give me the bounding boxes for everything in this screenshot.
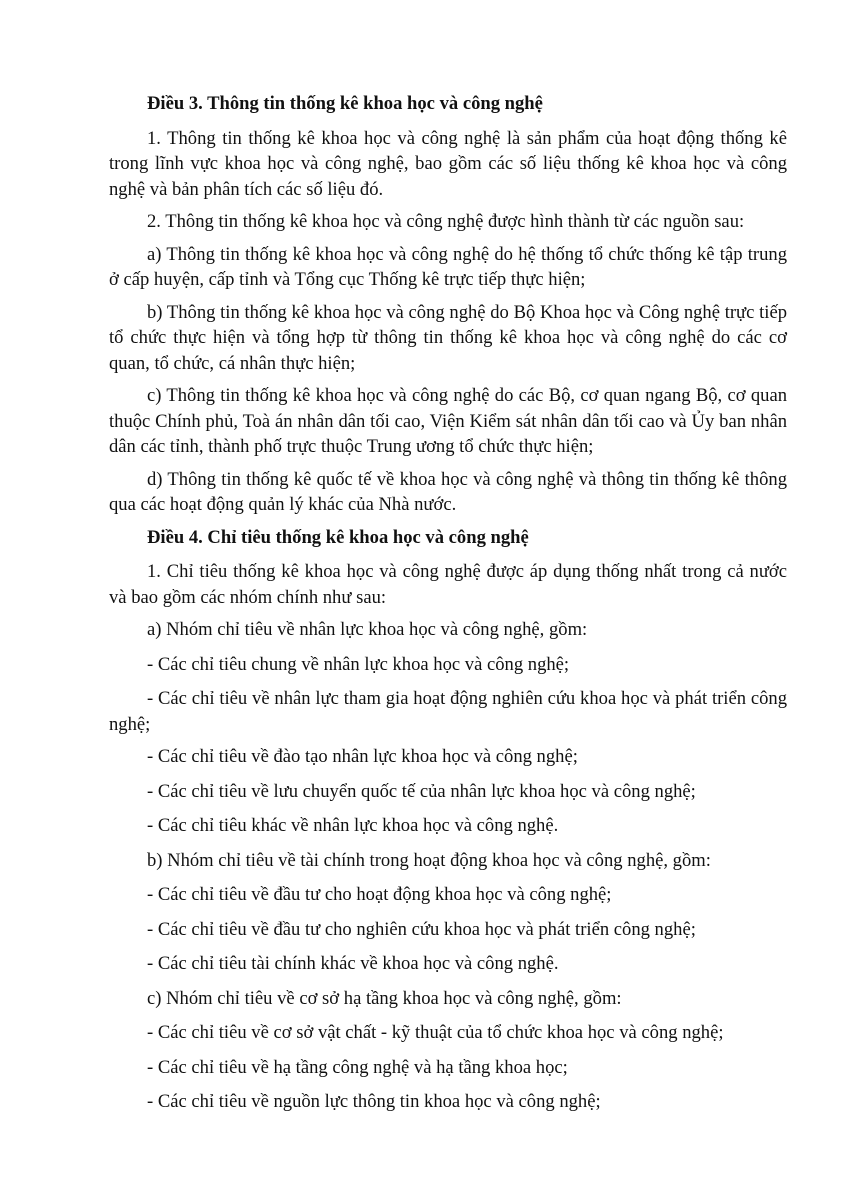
group-a-item-3: - Các chỉ tiêu về đào tạo nhân lực khoa học và công nghệ; — [147, 746, 578, 767]
article-4-heading: Điều 4. Chỉ tiêu thống kê khoa học và công nghệ — [147, 526, 529, 548]
group-a-title: a) Nhóm chỉ tiêu về nhân lực khoa học và công nghệ, gồm: — [147, 619, 588, 640]
article-3-clause-2b: b) Thông tin thống kê khoa học và công nghệ do Bộ Khoa học và Công nghệ trực tiếp tổ chức thực hiện và tổng hợp từ thông tin thống kê khoa học và công nghệ do các cơ quan, tổ chức, cá nhân thực hiện; — [109, 301, 787, 374]
article-3-clause-2: 2. Thông tin thống kê khoa học và công nghệ được hình thành từ các nguồn sau: — [147, 211, 745, 232]
group-b-item-2: - Các chỉ tiêu về đầu tư cho nghiên cứu khoa học và phát triển công nghệ; — [147, 918, 696, 940]
group-a-item-1: - Các chỉ tiêu chung về nhân lực khoa học và công nghệ; — [147, 653, 570, 675]
article-3-clause-2d: d) Thông tin thống kê quốc tế về khoa học và công nghệ và thông tin thống kê thông qua các hoạt động quản lý khác của Nhà nước. — [109, 468, 787, 515]
group-a-item-5: - Các chỉ tiêu khác về nhân lực khoa học và công nghệ. — [147, 815, 559, 836]
article-3-clause-2a: a) Thông tin thống kê khoa học và công nghệ do hệ thống tổ chức thống kê tập trung ở cấp huyện, cấp tỉnh và Tổng cục Thống kê trực tiếp thực hiện; — [109, 243, 787, 290]
article-3-heading: Điều 3. Thông tin thống kê khoa học và công nghệ — [147, 93, 543, 114]
group-c-title: c) Nhóm chỉ tiêu về cơ sở hạ tầng khoa học và công nghệ, gồm: — [147, 987, 622, 1009]
group-b-title: b) Nhóm chỉ tiêu về tài chính trong hoạt động khoa học và công nghệ, gồm: — [147, 849, 711, 871]
article-4-clause-1: 1. Chỉ tiêu thống kê khoa học và công nghệ được áp dụng thống nhất trong cả nước và bao gồm các nhóm chính như sau: — [109, 561, 787, 608]
group-b-item-1: - Các chỉ tiêu về đầu tư cho hoạt động khoa học và công nghệ; — [147, 884, 612, 905]
article-3-clause-1: 1. Thông tin thống kê khoa học và công nghệ là sản phẩm của hoạt động thống kê trong lĩnh vực khoa học và công nghệ, bao gồm các số liệu thống kê khoa học và công nghệ và bản phân tích các số liệu đó. — [109, 127, 787, 200]
group-b-item-3: - Các chỉ tiêu tài chính khác về khoa học và công nghệ. — [147, 953, 559, 974]
article-3-clause-2c: c) Thông tin thống kê khoa học và công nghệ do các Bộ, cơ quan ngang Bộ, cơ quan thuộc Chính phủ, Toà án nhân dân tối cao, Viện Kiểm sát nhân dân tối cao và Ủy ban nhân dân các tỉnh, thành phố trực thuộc Trung ương tổ chức thực hiện; — [109, 385, 787, 457]
group-c-item-1: - Các chỉ tiêu về cơ sở vật chất - kỹ thuật của tổ chức khoa học và công nghệ; — [147, 1022, 724, 1043]
group-a-item-2: - Các chỉ tiêu về nhân lực tham gia hoạt động nghiên cứu khoa học và phát triển công nghệ; — [109, 688, 787, 735]
group-a-item-4: - Các chỉ tiêu về lưu chuyển quốc tế của nhân lực khoa học và công nghệ; — [147, 780, 696, 802]
document-page — [109, 91, 787, 1124]
group-c-item-3: - Các chỉ tiêu về nguồn lực thông tin khoa học và công nghệ; — [147, 1091, 601, 1112]
group-c-item-2: - Các chỉ tiêu về hạ tầng công nghệ và hạ tầng khoa học; — [147, 1056, 568, 1078]
